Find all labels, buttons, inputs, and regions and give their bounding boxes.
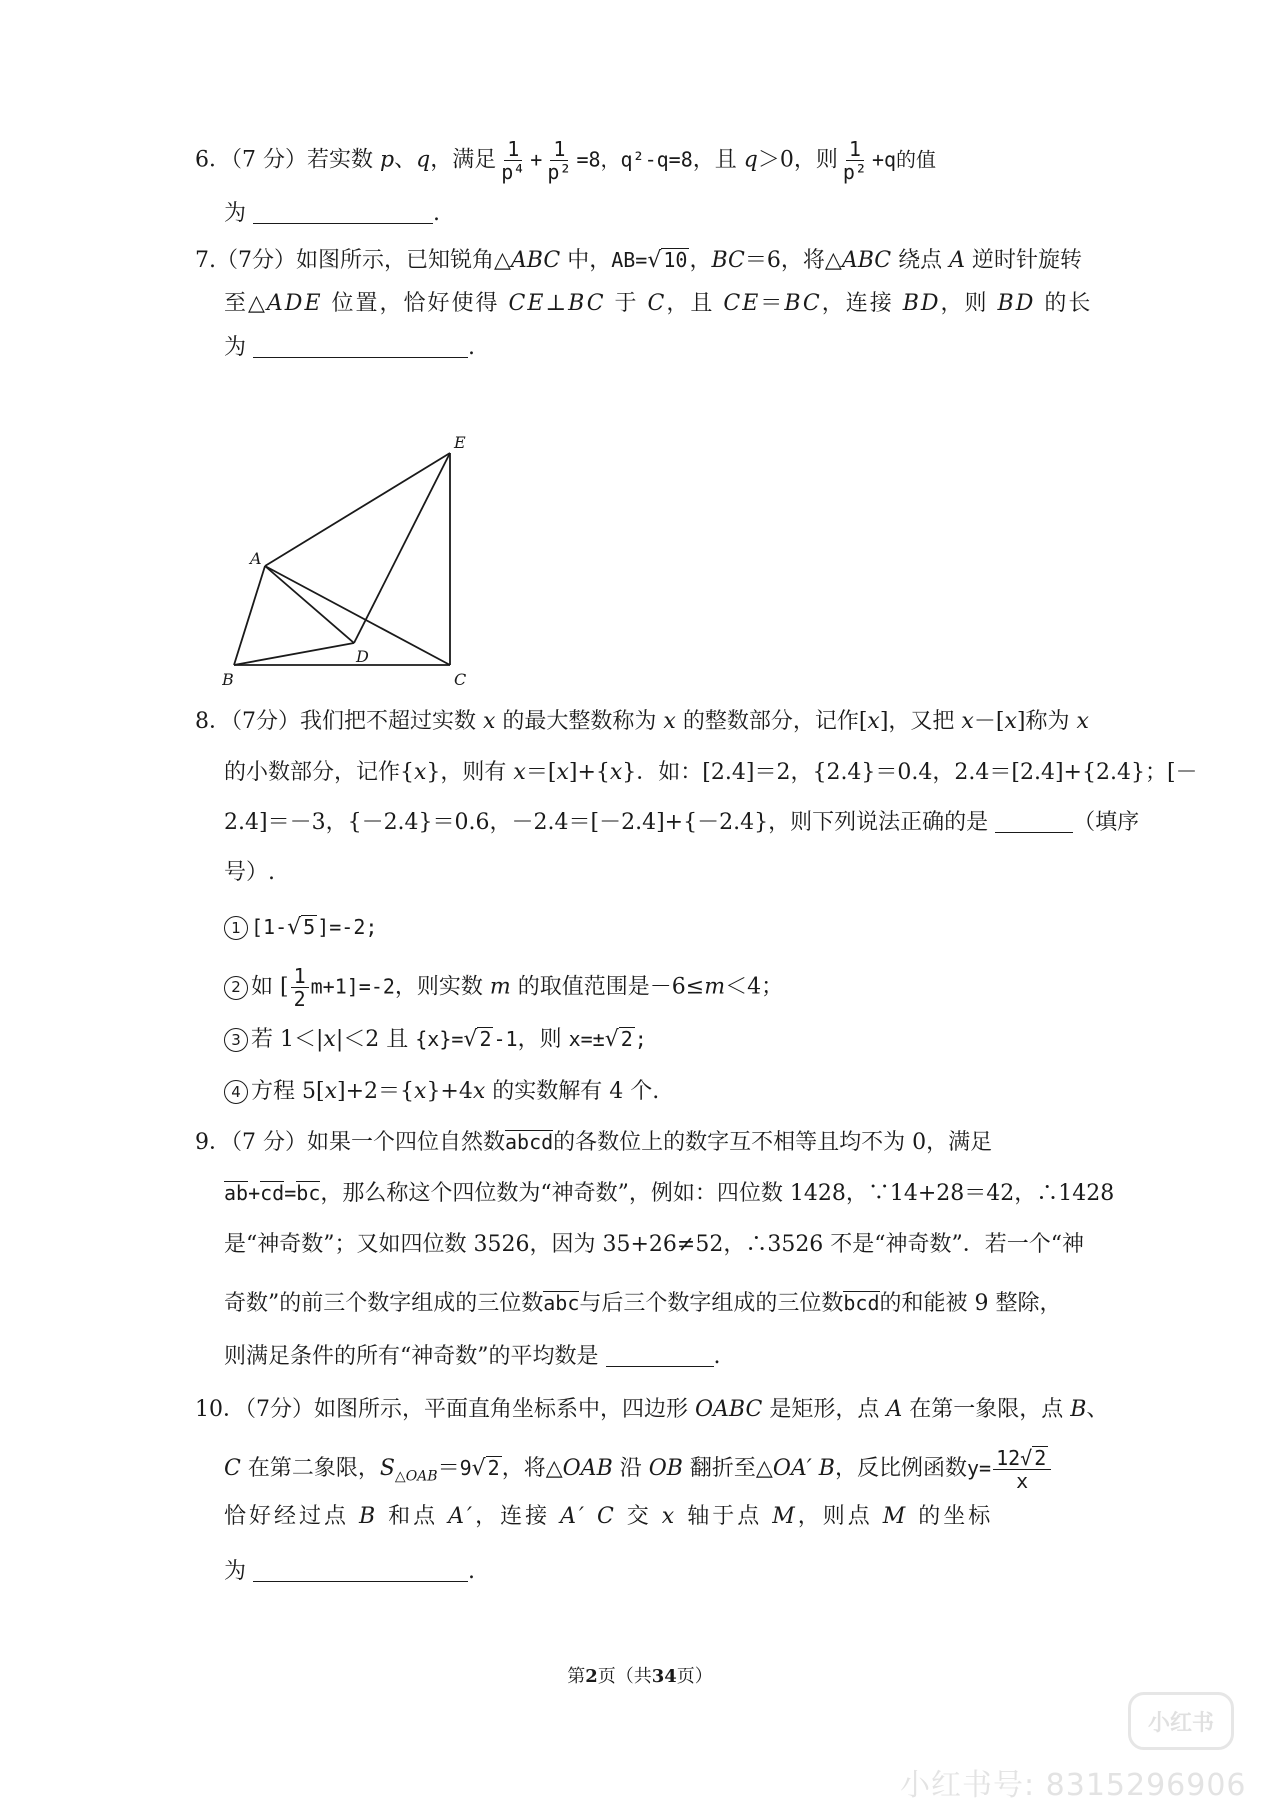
q6-line-1: 6．（7 分）若实数 p、q，满足 $\frac{1}{\text{p⁴}}$ + $\frac{1}{\text{p²}}$ =8，q²-q=8，且 q＞0，则 $\frac{1}{\text{p²}}$ +q的值 [195, 137, 937, 184]
answer-blank[interactable] [995, 810, 1073, 833]
q8-option-1: 1 [1-√ 5 ]=-2; [224, 910, 1094, 945]
edge-ad [265, 566, 354, 643]
answer-blank[interactable] [606, 1344, 714, 1367]
answer-blank[interactable] [253, 335, 468, 358]
q7-line-3: 为 . [224, 335, 476, 360]
fraction-1-over-2: $\frac{1}{2}$ [291, 965, 309, 1010]
q8-option-2: 2 如 [ $\frac{1}{2}$ m+1]=-2，则实数 m 的取值范围是－6≤m＜4； [224, 965, 1094, 1010]
triangle-figure [222, 430, 482, 690]
option-number-1: 1 [224, 916, 248, 940]
q9-line-2: ab+cd=bc，那么称这个四位数为“神奇数”，例如：四位数 1428，∵14+28＝42，∴1428 [224, 1181, 1115, 1206]
q8-line-1: 8．（7分）我们把不超过实数 x 的最大整数称为 x 的整数部分，记作[x]，又把 x－[x]称为 x [195, 709, 1089, 734]
watermark-logo: 小红书 [1128, 1692, 1234, 1750]
fraction-1-over-p2-b: $\frac{1}{\text{p²}}$ [842, 137, 867, 184]
label-d: D [356, 647, 369, 666]
edge-ab [234, 566, 265, 665]
q9-line-4: 奇数”的前三个数字组成的三位数abc与后三个数字组成的三位数bcd的和能被 9 整除， [224, 1291, 1062, 1316]
q8-option-4: 4 方程 5[x]+2＝{x}+4x 的实数解有 4 个. [224, 1075, 1094, 1109]
fraction-12sqrt2-over-x: $\frac{12√ 2}{x}$ [993, 1446, 1051, 1492]
q6-line-2: 为 . [224, 201, 441, 226]
label-b: B [222, 670, 234, 689]
q8-line-4: 号）. [224, 860, 275, 885]
q7-line-1: 7.（7分）如图所示，已知锐角△ABC 中，AB=√ 10，BC＝6，将△ABC 绕点 A 逆时针旋转 [195, 248, 1083, 273]
label-c: C [454, 670, 467, 689]
option-number-2: 2 [224, 976, 248, 1000]
q10-line-3: 恰好经过点 B 和点 A′，连接 A′ C 交 x 轴于点 M，则点 M 的坐标 [224, 1504, 994, 1529]
fraction-1-over-p2: $\frac{1}{\text{p²}}$ [547, 137, 572, 184]
page-footer: 第2页（共34页） [567, 1666, 713, 1687]
q9-line-3: 是“神奇数”；又如四位数 3526，因为 35+26≠52，∴3526 不是“神奇数”．若一个“神 [224, 1232, 1085, 1257]
option-number-4: 4 [224, 1080, 248, 1104]
answer-blank[interactable] [253, 1559, 468, 1582]
q9-line-5: 则满足条件的所有“神奇数”的平均数是 . [224, 1344, 721, 1369]
edge-bd [234, 643, 354, 665]
watermark-text: 小红书号: 8315296906 [900, 1768, 1247, 1803]
label-a: A [250, 549, 262, 568]
option-number-3: 3 [224, 1028, 248, 1052]
q8-line-3: 2.4]＝－3，{－2.4}＝0.6，－2.4＝[－2.4]+{－2.4}，则下列说法正确的是 （填序 [224, 810, 1140, 835]
q9-line-1: 9．（7 分）如果一个四位自然数abcd的各数位上的数字互不相等且均不为 0，满足 [195, 1130, 993, 1155]
label-e: E [454, 433, 466, 452]
q10-line-2: C 在第二象限，$S_{\triangle OAB}=9√$ 2，将△OAB 沿 OB 翻折至△OA′ B，反比例函数y= $\frac{12√ 2}{x}$ [224, 1446, 1094, 1493]
fraction-1-over-p4: $\frac{1}{\text{p⁴}}$ [501, 137, 526, 184]
q10-line-4: 为 . [224, 1559, 476, 1584]
q10-line-1: 10．（7分）如图所示，平面直角坐标系中，四边形 OABC 是矩形，点 A 在第一象限，点 B、 [195, 1397, 1109, 1422]
q7-line-2: 至△ADE 位置，恰好使得 CE⊥BC 于 C，且 CE＝BC，连接 BD，则 BD 的长 [224, 291, 1093, 316]
q8-line-2: 的小数部分，记作{x}，则有 x＝[x]+{x}．如：[2.4]＝2，{2.4}＝0.4，2.4＝[2.4]+{2.4}；[－ [224, 760, 1198, 785]
q8-option-3: 3 若 1＜|x|＜2 且 {x}=√ 2 -1，则 x=±√ 2 ; [224, 1022, 1094, 1057]
answer-blank[interactable] [253, 201, 433, 224]
